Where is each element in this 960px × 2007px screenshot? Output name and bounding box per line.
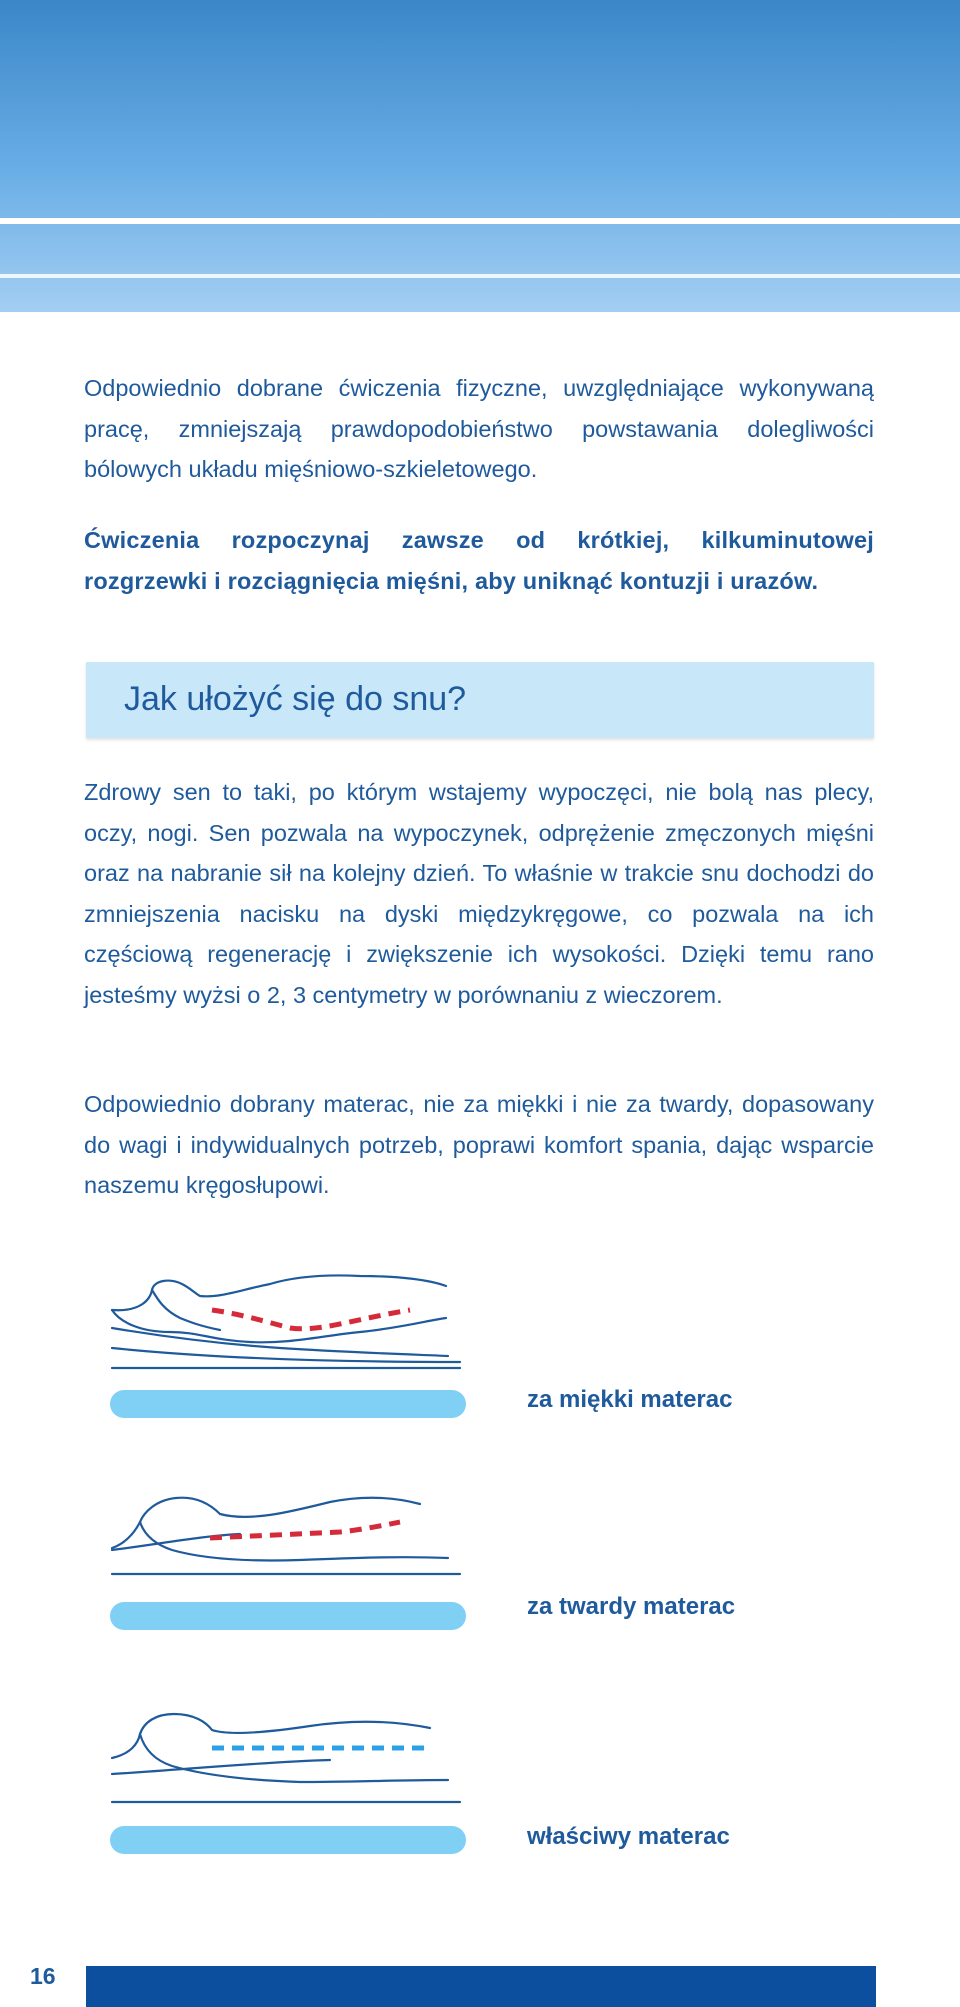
soft-mattress-illustration (100, 1270, 480, 1440)
section-heading-box (86, 662, 874, 738)
mattress-paragraph: Odpowiednio dobrany materac, nie za miękki i nie za twardy, dopasowany do wagi i indywidualnych potrzeb, poprawi komfort spania, dając wsparcie naszemu kręgosłupowi. (84, 1091, 874, 1198)
footer-bar (86, 1966, 876, 2007)
soft-mattress-shape (110, 1390, 466, 1418)
section-heading: Jak ułożyć się do snu? (124, 680, 467, 718)
proper-mattress-shape (110, 1826, 466, 1854)
sleep-paragraph: Zdrowy sen to taki, po którym wstajemy wypoczęci, nie bolą nas plecy, oczy, nogi. Sen pozwala na wypoczynek, odprężenie zmęczonych mięśni oraz na nabranie sił na kolejny dzień. To właśnie w trakcie snu dochodzi do zmniejszenia nacisku na dyski międzykręgowe, co pozwala na ich częściową regenerację i zwiększenie ich wysokości. Dzięki temu rano jesteśmy wyżsi o 2, 3 centymetry w porównaniu z wieczorem. (84, 779, 874, 1008)
warmup-paragraph: Ćwiczenia rozpoczynaj zawsze od krótkiej, kilkuminutowej rozgrzewki i rozciągnięcia mięśni, aby uniknąć kontuzji i urazów. (84, 527, 874, 594)
header-stripe (0, 218, 960, 224)
mattress-label-hard: za twardy materac (527, 1593, 736, 1620)
page-number: 16 (30, 1963, 56, 1989)
hard-mattress-shape (110, 1602, 466, 1630)
intro-paragraph: Odpowiednio dobrane ćwiczenia fizyczne, uwzględniające wykonywaną pracę, zmniejszają prawdopodobieństwo powstawania dolegliwości bólowych układu mięśniowo-szkieletowego. (84, 375, 874, 482)
header-banner (0, 0, 960, 312)
header-stripe-secondary (0, 274, 960, 278)
mattress-label-proper: właściwy materac (527, 1823, 730, 1850)
hard-mattress-illustration (100, 1478, 480, 1648)
mattress-label-soft: za miękki materac (527, 1386, 733, 1413)
proper-mattress-illustration (100, 1698, 480, 1868)
